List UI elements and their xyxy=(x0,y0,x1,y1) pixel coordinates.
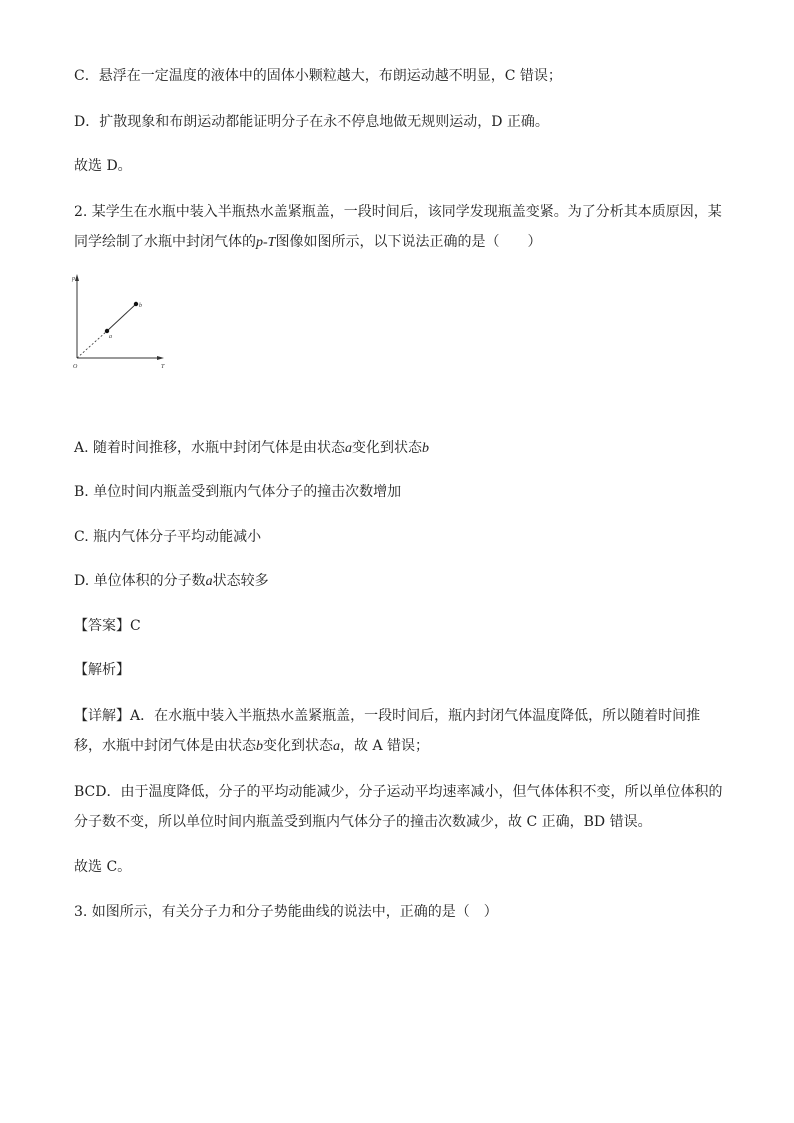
q2-option-d-post: 状态较多 xyxy=(212,573,269,589)
q2-option-a-mid: 变化到状态 xyxy=(352,440,423,456)
q2-stem-line2 xyxy=(74,232,541,253)
prev-option-d: D．扩散现象和布朗运动都能证明分子在永不停息地做无规则运动，D 正确。 xyxy=(74,114,549,130)
p-t-graph xyxy=(66,270,176,376)
q2-stem-text-a: 同学绘制了水瓶中封闭气体的 xyxy=(74,234,256,250)
q2-detail-line1 xyxy=(74,706,700,726)
y-axis-label: p xyxy=(72,276,75,282)
point-a-label: a xyxy=(109,334,112,340)
origin-label: O xyxy=(73,364,78,370)
x-axis-label: T xyxy=(161,364,165,370)
detail-label: 【详解】 xyxy=(74,708,130,724)
q2-stem-text-b: 图像如图所示，以下说法正确的是（ ） xyxy=(275,234,542,250)
point-a xyxy=(105,329,109,333)
detail-var-b: b xyxy=(256,739,263,754)
q2-choice: 故选 C。 xyxy=(74,859,132,875)
prev-choice: 故选 D。 xyxy=(74,158,132,174)
y-axis-arrow xyxy=(75,274,79,281)
x-axis-arrow xyxy=(157,356,164,360)
q2-option-a-var-a: a xyxy=(345,441,353,456)
q2-option-d-var-a: a xyxy=(205,574,213,589)
answer-value: C xyxy=(130,618,141,634)
q2-option-a xyxy=(74,438,429,459)
detail-text-2a: 移，水瓶中封闭气体是由状态 xyxy=(74,738,256,754)
q2-analysis-label: 【解析】 xyxy=(74,662,130,678)
q2-detail-line2 xyxy=(74,736,429,757)
prev-option-c: C．悬浮在一定温度的液体中的固体小颗粒越大，布朗运动越不明显，C 错误； xyxy=(74,68,562,84)
q2-detail-line3: BCD．由于温度降低，分子的平均动能减少，分子运动平均速率减小，但气体体积不变，所以单位体积的 xyxy=(74,784,723,800)
q2-stem-variable: p-T xyxy=(256,235,276,250)
detail-var-a: a xyxy=(333,739,340,754)
detail-text-1: A．在水瓶中装入半瓶热水盖紧瓶盖，一段时间后，瓶内封闭气体温度降低，所以随着时间推 xyxy=(130,708,701,724)
q2-option-d xyxy=(74,571,269,592)
dashed-extension-line xyxy=(77,331,107,358)
point-b-label: b xyxy=(139,303,142,309)
q2-detail-line4: 分子数不变，所以单位时间内瓶盖受到瓶内气体分子的撞击次数减少，故 C 正确，BD 错误。 xyxy=(74,814,652,830)
process-line xyxy=(107,304,136,331)
q2-answer xyxy=(74,616,141,636)
answer-label: 【答案】 xyxy=(74,618,130,634)
point-b xyxy=(134,302,138,306)
detail-text-2c: ，故 A 错误； xyxy=(340,738,430,754)
q3-stem: 3. 如图所示，有关分子力和分子势能曲线的说法中，正确的是（ ） xyxy=(74,904,498,920)
q2-option-c: C. 瓶内气体分子平均动能减小 xyxy=(74,529,262,545)
q2-option-d-text: D. 单位体积的分子数 xyxy=(74,573,206,589)
detail-text-2b: 变化到状态 xyxy=(263,738,333,754)
q2-option-b: B. 单位时间内瓶盖受到瓶内气体分子的撞击次数增加 xyxy=(74,484,402,500)
q2-option-a-text: A. 随着时间推移，水瓶中封闭气体是由状态 xyxy=(74,440,346,456)
q2-option-a-var-b: b xyxy=(422,441,430,456)
q2-stem-line1: 2. 某学生在水瓶中装入半瓶热水盖紧瓶盖，一段时间后，该同学发现瓶盖变紧。为了分析其本质原因，某 xyxy=(74,204,722,220)
